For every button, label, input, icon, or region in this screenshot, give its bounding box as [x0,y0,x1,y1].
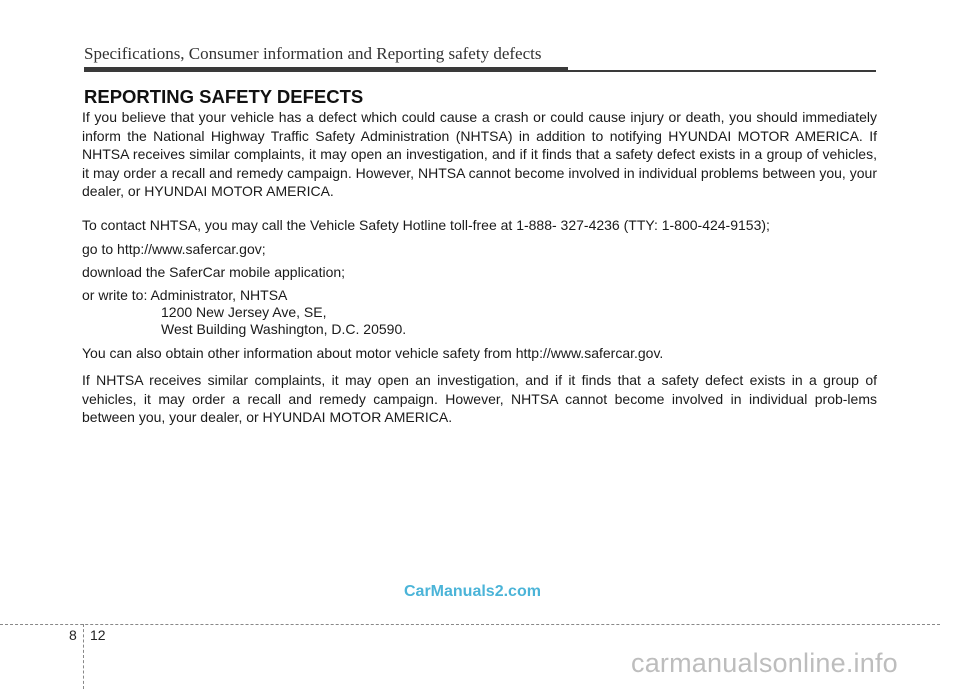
section-heading: REPORTING SAFETY DEFECTS [84,86,364,107]
intro-paragraph: If you believe that your vehicle has a defect which could cause a crash or could cause injury or death, you should immediately inform the National Highway Traffic Safety Administration (NHTSA) in addition to notifying HYUNDAI MOTOR AMERICA. If NHTSA receives similar complaints, it may open an investigation, and if it finds that a safety defect exists in a group of vehicles, it may order a recall and remedy campaign. However, NHTSA cannot become involved in individual problems between you, your dealer, or HYUNDAI MOTOR AMERICA. [82,109,877,199]
footer-vertical-divider [83,624,84,689]
address-line-3: West Building Washington, D.C. 20590. [161,321,407,337]
closing-paragraph: If NHTSA receives similar complaints, it may open an investigation, and if it finds that a safety defect exists in a group of vehicles, it may order a recall and remedy campaign. However, NHTSA cannot become involved in individual prob-lems between you, your dealer, or HYUNDAI MOTOR AMERICA. [82,372,877,425]
carmanuals-watermark: CarManuals2.com [404,583,541,600]
page-number: 12 [90,627,106,643]
address-line-2: 1200 New Jersey Ave, SE, [161,304,327,320]
contact-app-line: download the SaferCar mobile application; [82,264,346,280]
contact-hotline-line: To contact NHTSA, you may call the Vehicle Safety Hotline toll-free at 1-888- 327-4236 (TTY: 1-800-424-9153); [82,217,770,233]
header-rule-thick [84,67,568,72]
header-rule-thin [568,70,876,72]
footer-dashed-rule [0,624,940,625]
site-watermark: carmanualsonline.info [631,648,898,678]
chapter-number: 8 [69,627,77,643]
contact-website-line: go to http://www.safercar.gov; [82,241,266,257]
info-line: You can also obtain other information about motor vehicle safety from http://www.safercar.gov. [82,345,664,361]
running-header-title: Specifications, Consumer information and Reporting safety defects [84,44,542,63]
address-line-1: or write to: Administrator, NHTSA [82,287,288,303]
